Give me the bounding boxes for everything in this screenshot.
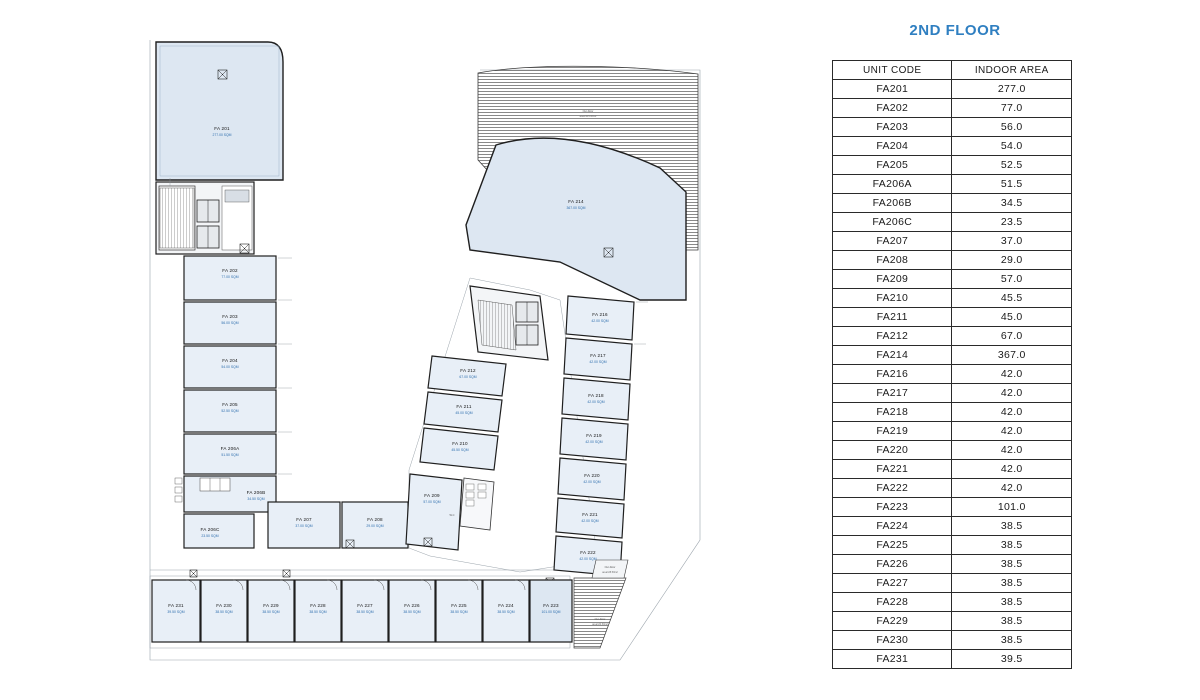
cell-unit-code: FA208 xyxy=(833,251,952,270)
cell-indoor-area: 34.5 xyxy=(952,194,1072,213)
table-row xyxy=(833,593,1072,612)
cell-unit-code: FA229 xyxy=(833,612,952,631)
cell-unit-code: FA220 xyxy=(833,441,952,460)
room-area-FA218: 42.00 SQM xyxy=(587,400,605,404)
cell-unit-code: FA224 xyxy=(833,517,952,536)
cell-unit-code: FA214 xyxy=(833,346,952,365)
cell-unit-code: FA201 xyxy=(833,80,952,99)
column-header-indoor-area: INDOOR AREA xyxy=(952,61,1072,80)
room-label-FA202: FA 202 xyxy=(222,268,238,273)
unit-FA217[interactable] xyxy=(564,338,632,380)
unit-FA216[interactable] xyxy=(566,296,634,340)
unit-FA223[interactable] xyxy=(530,580,572,642)
room-label-FA201: FA 201 xyxy=(214,126,230,131)
cell-indoor-area: 367.0 xyxy=(952,346,1072,365)
cell-unit-code: FA223 xyxy=(833,498,952,517)
room-label-FA227: FA 227 xyxy=(357,603,373,608)
room-area-FA206A: 51.50 SQM xyxy=(221,453,239,457)
unit-FA218[interactable] xyxy=(562,378,630,420)
room-area-FA221: 42.00 SQM xyxy=(581,519,599,523)
cell-unit-code: FA217 xyxy=(833,384,952,403)
room-label-FA229: FA 229 xyxy=(263,603,279,608)
table-header-row xyxy=(833,61,1072,80)
cell-indoor-area: 67.0 xyxy=(952,327,1072,346)
wc-fixtures-left xyxy=(175,478,182,502)
unit-FA206A[interactable] xyxy=(184,434,276,474)
room-label-FA212: FA 212 xyxy=(460,368,476,373)
table-row xyxy=(833,422,1072,441)
table-row xyxy=(833,403,1072,422)
bottom-row-units xyxy=(150,570,572,648)
room-label-FA217: FA 217 xyxy=(590,353,606,358)
unit-FA226[interactable] xyxy=(389,580,435,642)
elevator-center-b xyxy=(516,325,538,345)
room-area-FA219: 42.00 SQM xyxy=(585,440,603,444)
room-label-FA208: FA 208 xyxy=(367,517,383,522)
cell-unit-code: FA206B xyxy=(833,194,952,213)
room-label-FA211: FA 211 xyxy=(456,404,472,409)
cell-unit-code: FA204 xyxy=(833,137,952,156)
table-row xyxy=(833,612,1072,631)
cell-indoor-area: 42.0 xyxy=(952,479,1072,498)
cell-unit-code: FA211 xyxy=(833,308,952,327)
cell-unit-code: FA228 xyxy=(833,593,952,612)
room-area-FA230: 38.50 SQM xyxy=(215,610,233,614)
table-row xyxy=(833,555,1072,574)
cell-indoor-area: 37.0 xyxy=(952,232,1072,251)
room-area-FA201: 277.00 SQM xyxy=(212,133,232,137)
room-area-FA207: 37.00 SQM xyxy=(295,524,313,528)
cell-unit-code: FA219 xyxy=(833,422,952,441)
cell-indoor-area: 42.0 xyxy=(952,365,1072,384)
room-area-FA226: 38.50 SQM xyxy=(403,610,421,614)
room-label-FA209: FA 209 xyxy=(424,493,440,498)
room-area-FA227: 38.50 SQM xyxy=(356,610,374,614)
room-area-FA222: 42.00 SQM xyxy=(579,557,597,561)
table-row xyxy=(833,384,1072,403)
cell-unit-code: FA231 xyxy=(833,650,952,669)
page-title: 2ND FLOOR xyxy=(909,22,1001,39)
table-row xyxy=(833,536,1072,555)
table-row xyxy=(833,650,1072,669)
table-row xyxy=(833,498,1072,517)
room-area-FA214: 367.00 SQM xyxy=(566,206,586,210)
cell-unit-code: FA205 xyxy=(833,156,952,175)
unit-FA206B[interactable] xyxy=(184,476,276,512)
cell-unit-code: FA221 xyxy=(833,460,952,479)
room-label-FA228: FA 228 xyxy=(310,603,326,608)
room-area-FA229: 38.50 SQM xyxy=(262,610,280,614)
cell-indoor-area: 52.5 xyxy=(952,156,1072,175)
room-area-FA202: 77.00 SQM xyxy=(221,275,239,279)
outdoor-mid-right xyxy=(592,560,628,578)
table-row xyxy=(833,213,1072,232)
room-label-FA219: FA 219 xyxy=(586,433,602,438)
cell-indoor-area: 23.5 xyxy=(952,213,1072,232)
cell-unit-code: FA209 xyxy=(833,270,952,289)
table-row xyxy=(833,194,1072,213)
cell-indoor-area: 277.0 xyxy=(952,80,1072,99)
room-area-FA210: 45.50 SQM xyxy=(451,448,469,452)
room-area-FA223: 101.00 SQM xyxy=(541,610,561,614)
outdoor-note-bottom-area: area=20.50m2 xyxy=(592,623,608,626)
cell-indoor-area: 45.5 xyxy=(952,289,1072,308)
cell-indoor-area: 38.5 xyxy=(952,574,1072,593)
room-area-FA209: 57.00 SQM xyxy=(423,500,441,504)
unit-FA211[interactable] xyxy=(424,392,502,432)
room-label-FA214: FA 214 xyxy=(568,199,584,204)
outdoor-note-midright-area: area=28.50m2 xyxy=(602,571,618,574)
room-area-FA204: 54.00 SQM xyxy=(221,365,239,369)
cell-indoor-area: 101.0 xyxy=(952,498,1072,517)
room-label-FA207: FA 207 xyxy=(296,517,312,522)
room-area-FA212: 67.00 SQM xyxy=(459,375,477,379)
cell-unit-code: FA226 xyxy=(833,555,952,574)
unit-FA228[interactable] xyxy=(295,580,341,642)
table-row xyxy=(833,175,1072,194)
room-area-FA225: 38.50 SQM xyxy=(450,610,468,614)
room-label-FA203: FA 203 xyxy=(222,314,238,319)
room-label-FA221: FA 221 xyxy=(582,512,598,517)
cell-indoor-area: 38.5 xyxy=(952,593,1072,612)
room-area-FA203: 56.00 SQM xyxy=(221,321,239,325)
cell-indoor-area: 77.0 xyxy=(952,99,1072,118)
room-label-FA231: FA 231 xyxy=(168,603,184,608)
unit-FA202[interactable] xyxy=(184,256,276,300)
table-row xyxy=(833,631,1072,650)
unit-area-table xyxy=(832,60,1072,669)
unit-FA224[interactable] xyxy=(483,580,529,642)
outdoor-note-bottom: Out-Door xyxy=(594,618,606,621)
cell-indoor-area: 42.0 xyxy=(952,460,1072,479)
column-header-unit-code: UNIT CODE xyxy=(833,61,952,80)
outdoor-note-midright: Out-Door xyxy=(604,566,616,569)
cell-indoor-area: 38.5 xyxy=(952,631,1072,650)
cell-unit-code: FA218 xyxy=(833,403,952,422)
room-area-FA211: 45.00 SQM xyxy=(455,411,473,415)
table-row xyxy=(833,479,1072,498)
table-row xyxy=(833,327,1072,346)
unit-FA210[interactable] xyxy=(420,428,498,470)
table-row xyxy=(833,251,1072,270)
table-row xyxy=(833,270,1072,289)
room-area-FA228: 38.50 SQM xyxy=(309,610,327,614)
room-label-FA206B: FA 206B xyxy=(246,490,266,495)
unit-FA209[interactable] xyxy=(406,474,462,550)
table-row xyxy=(833,118,1072,137)
table-row xyxy=(833,232,1072,251)
room-area-FA208: 29.00 SQM xyxy=(366,524,384,528)
room-label-FA223: FA 223 xyxy=(543,603,559,608)
table-row xyxy=(833,441,1072,460)
room-area-FA231: 39.50 SQM xyxy=(167,610,185,614)
unit-FA212[interactable] xyxy=(428,356,506,396)
room-area-FA220: 42.00 SQM xyxy=(583,480,601,484)
table-row xyxy=(833,156,1072,175)
wc-label: W.C xyxy=(449,514,455,517)
stair-run-left xyxy=(160,188,194,248)
cell-unit-code: FA207 xyxy=(833,232,952,251)
cell-indoor-area: 38.5 xyxy=(952,517,1072,536)
table-row xyxy=(833,574,1072,593)
room-area-FA206C: 23.50 SQM xyxy=(201,534,219,538)
room-area-FA206B: 34.50 SQM xyxy=(247,497,265,501)
unit-FA203[interactable] xyxy=(184,302,276,344)
table-row xyxy=(833,80,1072,99)
outdoor-bottom-right xyxy=(574,578,626,648)
cell-unit-code: FA206C xyxy=(833,213,952,232)
elevator-left-a xyxy=(197,200,219,222)
unit-FA220[interactable] xyxy=(558,458,626,500)
room-area-FA205: 52.50 SQM xyxy=(221,409,239,413)
table-row xyxy=(833,460,1072,479)
cell-indoor-area: 42.0 xyxy=(952,384,1072,403)
cell-indoor-area: 38.5 xyxy=(952,555,1072,574)
cell-indoor-area: 57.0 xyxy=(952,270,1072,289)
cell-unit-code: FA230 xyxy=(833,631,952,650)
cell-indoor-area: 45.0 xyxy=(952,308,1072,327)
room-area-FA224: 38.50 SQM xyxy=(497,610,515,614)
cell-indoor-area: 39.5 xyxy=(952,650,1072,669)
room-label-FA224: FA 224 xyxy=(498,603,514,608)
room-label-FA205: FA 205 xyxy=(222,402,238,407)
elevator-left-b xyxy=(197,226,219,248)
unit-FA225[interactable] xyxy=(436,580,482,642)
room-label-FA218: FA 218 xyxy=(588,393,604,398)
cell-indoor-area: 54.0 xyxy=(952,137,1072,156)
room-label-FA226: FA 226 xyxy=(404,603,420,608)
room-label-FA216: FA 216 xyxy=(592,312,608,317)
stair-run-center xyxy=(478,300,516,350)
table-row xyxy=(833,346,1072,365)
cell-unit-code: FA212 xyxy=(833,327,952,346)
cell-indoor-area: 51.5 xyxy=(952,175,1072,194)
cell-unit-code: FA206A xyxy=(833,175,952,194)
cell-indoor-area: 29.0 xyxy=(952,251,1072,270)
unit-FA221[interactable] xyxy=(556,498,624,538)
cell-unit-code: FA216 xyxy=(833,365,952,384)
table-row xyxy=(833,137,1072,156)
cell-unit-code: FA202 xyxy=(833,99,952,118)
unit-FA227[interactable] xyxy=(342,580,388,642)
room-label-FA210: FA 210 xyxy=(452,441,468,446)
unit-FA205[interactable] xyxy=(184,390,276,432)
table-row xyxy=(833,365,1072,384)
cell-indoor-area: 38.5 xyxy=(952,536,1072,555)
unit-FA230[interactable] xyxy=(201,580,247,642)
cell-unit-code: FA227 xyxy=(833,574,952,593)
unit-FA231[interactable] xyxy=(152,580,200,642)
unit-FA201[interactable] xyxy=(156,42,283,180)
room-label-FA220: FA 220 xyxy=(584,473,600,478)
unit-FA208[interactable] xyxy=(342,502,408,548)
cell-indoor-area: 42.0 xyxy=(952,422,1072,441)
room-label-FA204: FA 204 xyxy=(222,358,238,363)
room-label-FA206C: FA 206C xyxy=(200,527,220,532)
unit-FA207[interactable] xyxy=(268,502,340,548)
outdoor-note-top-area: area=115.00m2 xyxy=(579,115,597,118)
table-row xyxy=(833,289,1072,308)
cell-indoor-area: 38.5 xyxy=(952,612,1072,631)
left-core xyxy=(156,182,254,254)
cell-indoor-area: 56.0 xyxy=(952,118,1072,137)
room-label-FA222: FA 222 xyxy=(580,550,596,555)
cell-indoor-area: 42.0 xyxy=(952,403,1072,422)
unit-FA219[interactable] xyxy=(560,418,628,460)
table-row xyxy=(833,308,1072,327)
elevator-center-a xyxy=(516,302,538,322)
cell-unit-code: FA210 xyxy=(833,289,952,308)
room-label-FA230: FA 230 xyxy=(216,603,232,608)
room-area-FA217: 42.00 SQM xyxy=(589,360,607,364)
unit-FA206C[interactable] xyxy=(184,514,254,548)
outdoor-note-top: Out-Door xyxy=(582,110,594,113)
table-row xyxy=(833,517,1072,536)
cell-unit-code: FA225 xyxy=(833,536,952,555)
unit-FA204[interactable] xyxy=(184,346,276,388)
room-area-FA216: 42.00 SQM xyxy=(591,319,609,323)
room-label-FA225: FA 225 xyxy=(451,603,467,608)
cell-unit-code: FA222 xyxy=(833,479,952,498)
center-core xyxy=(470,286,548,360)
room-label-FA206A: FA 206A xyxy=(220,446,240,451)
cell-indoor-area: 42.0 xyxy=(952,441,1072,460)
cell-unit-code: FA203 xyxy=(833,118,952,137)
table-row xyxy=(833,99,1072,118)
unit-FA229[interactable] xyxy=(248,580,294,642)
